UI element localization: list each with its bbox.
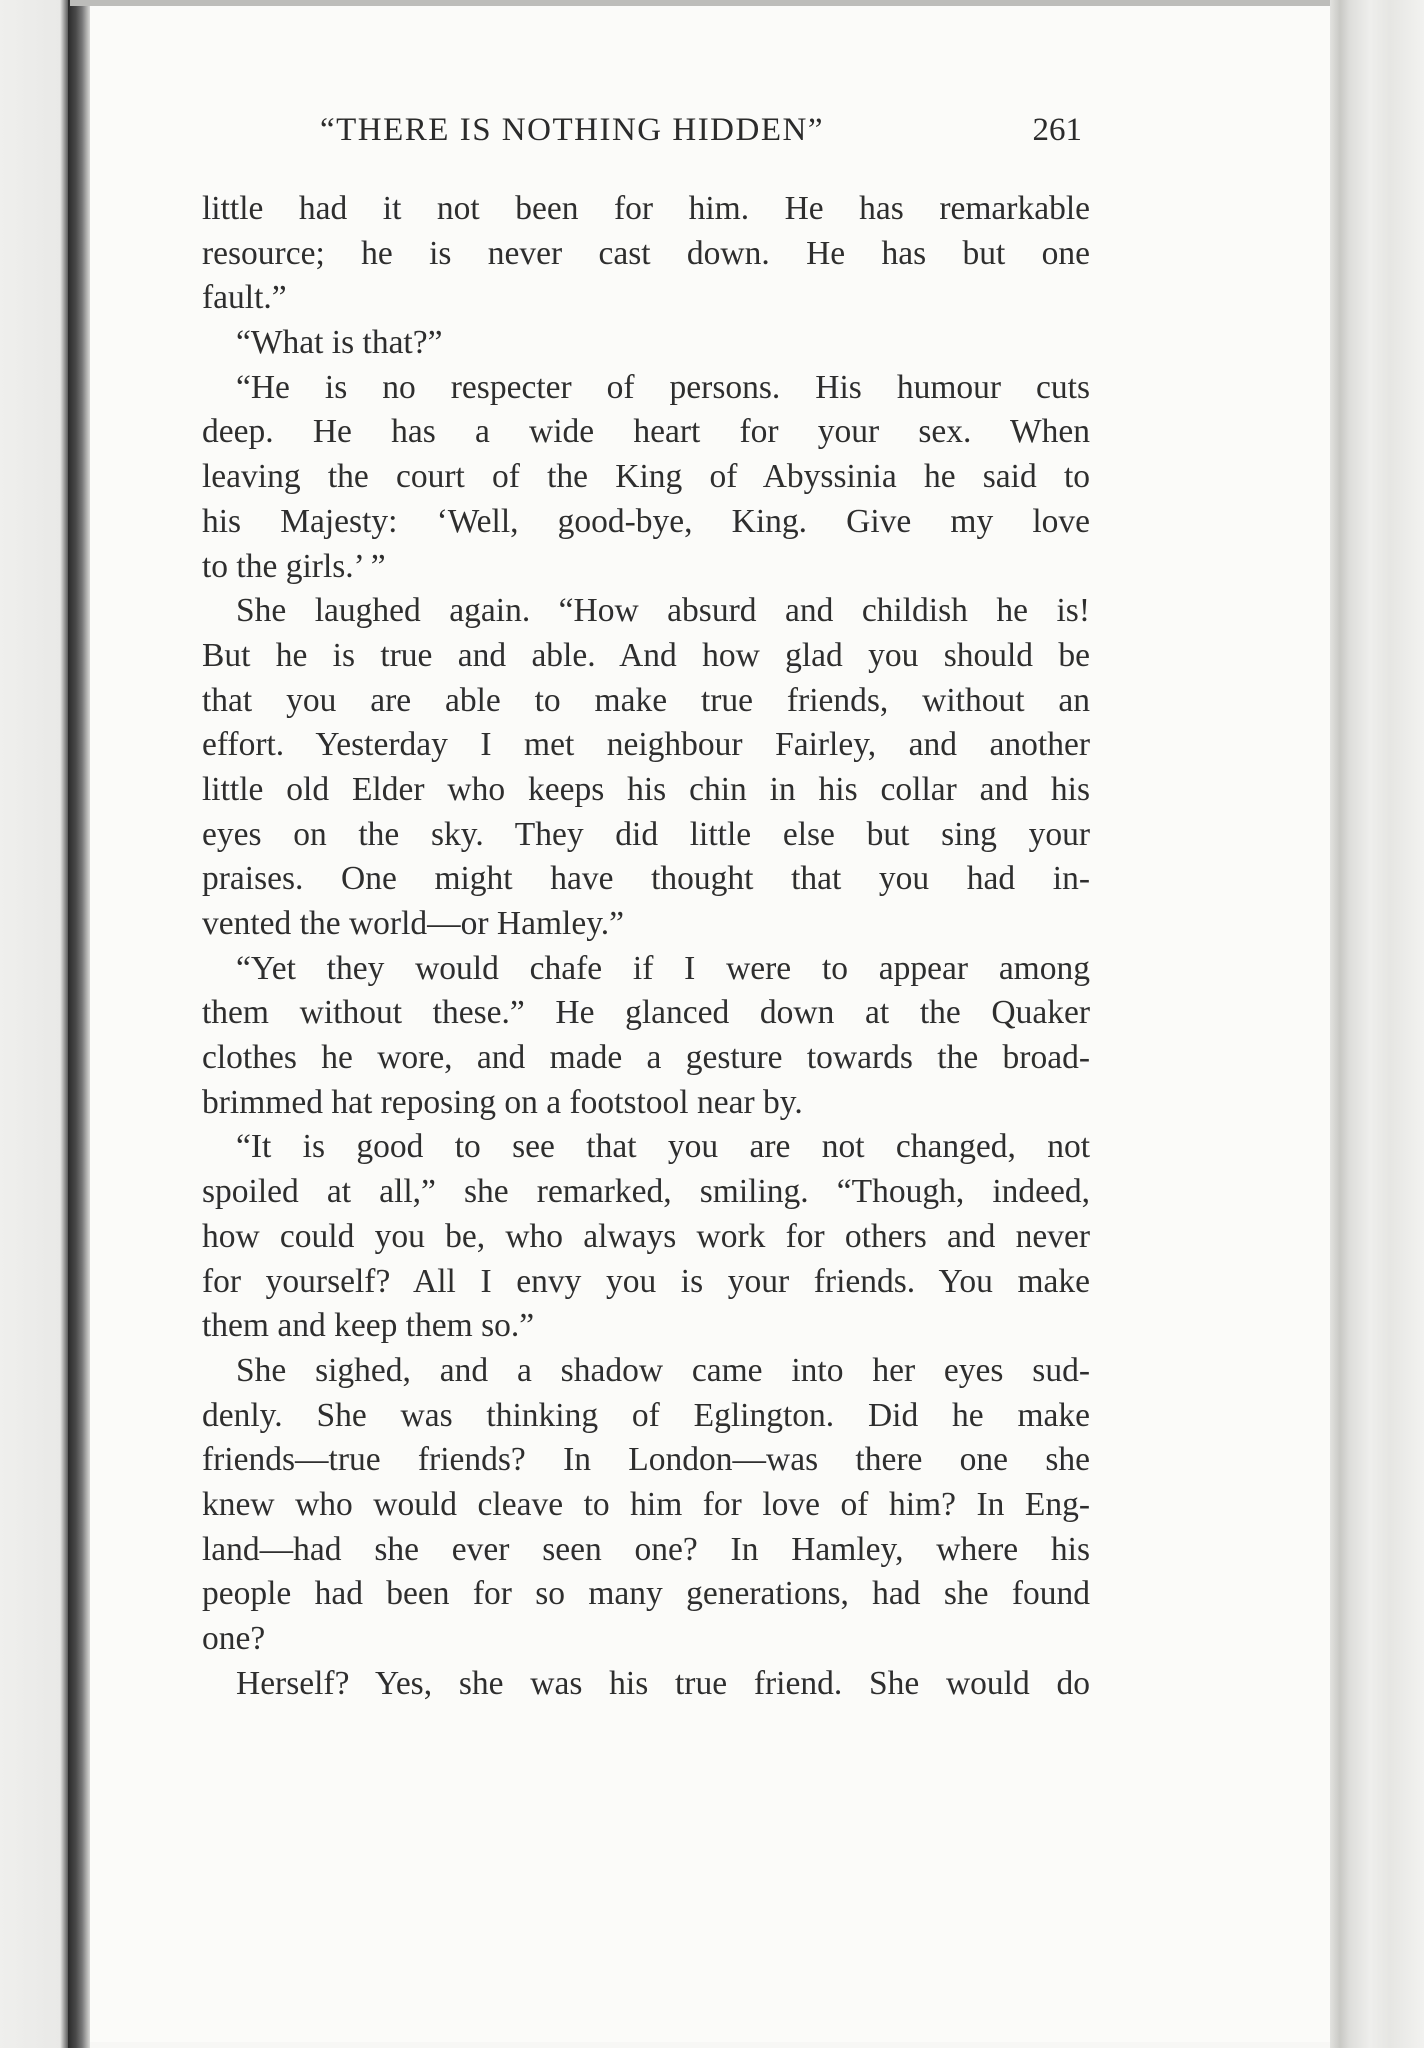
text-line: that you are able to make true friends, without an — [202, 681, 1090, 719]
book-gutter — [68, 0, 90, 2048]
text-line: knew who would cleave to him for love of him? In Eng- — [202, 1485, 1090, 1523]
text-line: brimmed hat reposing on a footstool near by. — [202, 1083, 803, 1121]
text-line: She laughed again. “How absurd and childish he is! — [236, 592, 1090, 630]
text-line: deep. He has a wide heart for your sex. When — [202, 413, 1090, 451]
facing-page-edge — [0, 0, 70, 2048]
text-line: people had been for so many generations, had she found — [202, 1575, 1090, 1613]
text-line: “He is no respecter of persons. His humour cuts — [236, 368, 1090, 406]
text-line: his Majesty: ‘Well, good-bye, King. Give my love — [202, 502, 1090, 540]
text-line: them without these.” He glanced down at the Quaker — [202, 994, 1090, 1032]
text-line: eyes on the sky. They did little else but sing your — [202, 815, 1090, 853]
text-line: little old Elder who keeps his chin in his collar and his — [202, 770, 1090, 808]
text-line: effort. Yesterday I met neighbour Fairley, and another — [202, 726, 1090, 764]
text-line: leaving the court of the King of Abyssinia he said to — [202, 458, 1090, 496]
text-line: resource; he is never cast down. He has but one — [202, 234, 1090, 272]
text-line: to the girls.’ ” — [202, 547, 386, 585]
text-line: praises. One might have thought that you had in- — [202, 860, 1090, 898]
text-line: spoiled at all,” she remarked, smiling. “Though, indeed, — [202, 1173, 1090, 1211]
page-fore-edge — [1330, 0, 1424, 2048]
text-line: friends—true friends? In London—was there one she — [202, 1441, 1090, 1479]
text-line: how could you be, who always work for others and never — [202, 1217, 1090, 1255]
text-line: “It is good to see that you are not changed, not — [236, 1128, 1090, 1166]
text-line: one? — [202, 1620, 266, 1657]
running-title: “THERE IS NOTHING HIDDEN” — [320, 112, 824, 148]
text-line: land—had she ever seen one? In Hamley, where his — [202, 1530, 1090, 1568]
text-line: for yourself? All I envy you is your friends. You make — [202, 1262, 1090, 1300]
text-line: Herself? Yes, she was his true friend. She would do — [236, 1664, 1090, 1702]
page-body-text — [202, 187, 1090, 1706]
running-header — [200, 112, 1090, 162]
text-line: But he is true and able. And how glad you should be — [202, 636, 1090, 674]
text-line: She sighed, and a shadow came into her eyes sud- — [236, 1351, 1090, 1389]
text-line: fault.” — [202, 279, 287, 317]
text-line: clothes he wore, and made a gesture towards the broad- — [202, 1039, 1090, 1077]
text-line: little had it not been for him. He has remarkable — [202, 190, 1090, 227]
page-number: 261 — [1032, 112, 1082, 148]
text-line: denly. She was thinking of Eglington. Did he make — [202, 1396, 1090, 1434]
text-line: them and keep them so.” — [202, 1307, 535, 1345]
text-line: vented the world—or Hamley.” — [202, 905, 625, 942]
text-line: “What is that?” — [236, 324, 443, 362]
text-line: “Yet they would chafe if I were to appear among — [236, 949, 1090, 987]
